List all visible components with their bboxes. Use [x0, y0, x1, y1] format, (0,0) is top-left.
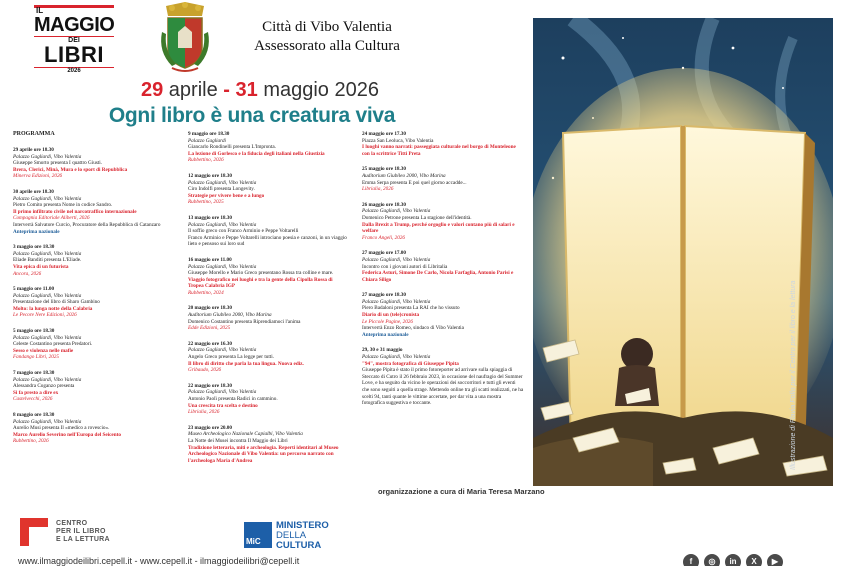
event-place: Palazzo Gagliardi, Vibo Valentia [13, 292, 82, 299]
illustration-credit: Illustrazione di Flavia Follo per il Centro per il libro e la lettura [790, 280, 797, 470]
youtube-icon[interactable]: ▶ [767, 554, 783, 566]
facebook-icon[interactable]: f [683, 554, 699, 566]
event-title: Una crescita tra scelta e destino [188, 402, 258, 409]
event-date: 29 aprile ore 18.30 [13, 147, 54, 153]
logo-dei: DEI [68, 37, 80, 44]
event-publisher: Librialia, 2026 [362, 186, 394, 193]
event-badge: Anteprima nazionale [362, 331, 409, 338]
program-event [188, 215, 348, 248]
event-place: Palazzo Gagliardi, Vibo Valentia [362, 208, 431, 215]
event-title: Marco Aurelio Severino nell'Europa del Seicento [13, 431, 121, 438]
mic-line-2: DELLA [276, 530, 307, 541]
event-note: Giuseppe Pipita è stato il primo fotoreporter ad arrivare sulla spiaggia di Steccato di Cutro il 26 febbraio 2023, in occasione del naufragio del Summer Love, e ha seguito da vicino le operazioni dei soccorritori e tutti gli eventi che sono seguiti a quella strage. Mettendo online tra gli scatti realizzati, ne ha scelti 94, tanti quante le vittime accertate, per dar vita a una mostra fotografica suggestiva e toccante. [362, 367, 524, 407]
event-date: 26 maggio ore 18.30 [362, 201, 406, 208]
event-text: Alessandra Coganzo presenta [13, 383, 75, 390]
event-date: 29, 30 e 31 maggio [362, 347, 403, 354]
event-text: Giuseppe Morello e Mario Greco presentano Rossa tra colline e mare. [188, 270, 334, 277]
cepell-logo [20, 516, 150, 550]
event-title: Molto: la lunga notte della Calabria [13, 305, 93, 312]
event-text: Domenico Petrone presenta La stagione dell'identità. [362, 214, 472, 221]
event-text: Pietro Comito presenta Nome in codice Sandro. [13, 202, 113, 209]
city-crest-icon [158, 2, 212, 74]
event-publisher: Le Pecore Nere Edizioni, 2026 [13, 312, 77, 319]
event-date: 27 maggio ore 18.30 [362, 292, 406, 299]
cepell-line-1: CENTRO [56, 520, 88, 527]
x-icon[interactable]: X [746, 554, 762, 566]
program-event [13, 328, 173, 361]
event-text: Giuseppe Smorto presenta I quattro Giusti. [13, 160, 103, 167]
program-event [188, 383, 348, 416]
event-publisher: Le Piccole Pagine, 2026 [362, 318, 413, 325]
event-text: Emma Serpa presenta E poi quel giorno accadde... [362, 179, 467, 186]
event-place: Museo Archeologico Nazionale Capialbi, Vibo Valentia [188, 431, 303, 438]
event-date: 27 maggio ore 17.00 [362, 250, 406, 257]
event-date: 22 maggio ore 18.30 [188, 382, 232, 389]
program-event [362, 292, 524, 338]
event-date: 7 maggio ore 18.30 [13, 370, 55, 377]
program-event [362, 131, 524, 157]
event-text: Presentazione del libro di Sharo Gambino [13, 299, 100, 306]
event-publisher: Franco Angeli, 2026 [362, 234, 405, 241]
program-event [188, 425, 348, 465]
event-place: Palazzo Gagliardi, Vibo Valentia [362, 354, 431, 361]
event-publisher: Edde Edizioni, 2025 [188, 325, 231, 332]
program-event [362, 347, 524, 406]
event-title: "94", mostra fotografica di Giuseppe Pipita [362, 360, 459, 367]
event-text: Aurelio Musi presenta Il «medico a rovescio». [13, 425, 110, 432]
event-place: Palazzo Gagliardi, Vibo Valentia [13, 195, 82, 202]
event-title: Il libro di diritto che parla la tua lingua. Nuova ediz. [188, 360, 304, 367]
program-event [362, 166, 524, 192]
event-place: Auditorium Giubileo 2000, Vibo Marina [362, 172, 446, 179]
event-place: Palazzo Gagliardi, Vibo Valentia [13, 250, 82, 257]
ministero-cultura-logo [244, 518, 344, 552]
organization-credit: organizzazione a cura di Maria Teresa Marzano [378, 487, 545, 496]
event-title: Federica Asturi, Simone De Carlo, Nicola Farfaglia, Antonio Parisi e Chiara Siligo [362, 270, 514, 283]
event-publisher: Rubbettino, 2024 [188, 289, 224, 296]
mic-line-1: MINISTERO [276, 520, 329, 531]
event-place: Palazzo Gagliardi, Vibo Valentia [188, 347, 257, 354]
event-text: Il soffio greco con Franco Arminio e Peppe Voltarelli [188, 228, 299, 235]
event-title: Strategie per vivere bene e a lungo [188, 192, 265, 199]
linkedin-icon[interactable]: in [725, 554, 741, 566]
event-title: La lezione di Gorlesco e la fiducia degli italiani nella Giustizia [188, 150, 325, 157]
event-text: Ciro Indolfi presenta Longevity. [188, 186, 255, 193]
event-place: Palazzo Gagliardi, Vibo Valentia [188, 221, 257, 228]
event-publisher: Ancora, 2026 [13, 270, 42, 277]
city-department: Assessorato alla Cultura [254, 38, 400, 54]
date-start-month: aprile [168, 79, 218, 101]
mic-line-3: CULTURA [276, 540, 322, 551]
program-title: PROGRAMMA [13, 131, 55, 137]
event-date: 5 maggio ore 11.00 [13, 286, 55, 293]
tagline: Ogni libro è una creatura viva [108, 104, 396, 127]
event-title: Viaggio fotografico nei luoghi e tra la gente della Cipolla Rossa di Tropea Calabria IGP [188, 276, 333, 290]
event-place: Palazzo Gagliardi, Vibo Valentia [362, 298, 431, 305]
footer-weblinks[interactable]: www.ilmaggiodeilibri.cepell.it - www.cepell.it - ilmaggiodeilibri@cepell.it [18, 556, 300, 566]
event-title: Vita epica di un futurista [13, 263, 69, 270]
event-date: 9 maggio ore 18.30 [188, 131, 230, 137]
event-title: Dalla Brexit a Trump, perché orgoglio e valori contano più di salari e welfare [362, 221, 515, 235]
event-title: Sesso e violenza nelle mafie [13, 347, 74, 354]
event-text: Domenico Costantino presenta Riprendiamoci l'anima [188, 318, 301, 325]
program-event [188, 341, 348, 374]
event-text: Incontro con i giovani autori di Libritalia [362, 263, 448, 270]
event-publisher: Minerva Edizioni, 2026 [13, 173, 63, 180]
event-place: Palazzo Gagliardi, Vibo Valentia [13, 418, 82, 425]
event-note: Interverrà Enzo Romeo, sindaco di Vibo Valentia [362, 325, 464, 332]
date-start-day: 29 [140, 79, 164, 101]
program-event [13, 370, 173, 403]
program-event [362, 250, 524, 283]
book-illustration [533, 18, 833, 486]
program-event [13, 244, 173, 277]
event-place: Palazzo Gagliardi, Vibo Valentia [188, 179, 257, 186]
event-publisher: Rubbettino, 2026 [13, 438, 49, 445]
event-publisher: Fandango Libri, 2025 [13, 354, 59, 361]
event-date: 12 maggio ore 18.30 [188, 172, 232, 179]
event-title: Diario di un (tele)cronista [362, 312, 420, 319]
event-title: Tradizione letteraria, miti e archeologia. Reperti identitari al Museo Archeologico Nazionale di Vibo Valentia: un percorso narrato con l'archeologa Maria d'Andrea [188, 444, 339, 464]
event-text: Giancarlo Rondinelli presenta L'Impronta. [188, 144, 276, 151]
program-event [188, 305, 348, 331]
date-end-month: maggio [263, 79, 329, 101]
program-event [13, 147, 173, 180]
event-badge: Anteprima nazionale [13, 228, 60, 235]
program-event [13, 286, 173, 319]
mic-badge-text: MiC [246, 537, 261, 546]
event-text: Piero Badaloni presenta La RAI che ho vissuto [362, 305, 460, 312]
event-note: Franco Arminio e Peppe Voltarelli introciano poesia e canzoni, in un viaggio lieto e pensoso sui loro sud [188, 234, 347, 248]
event-date: 22 maggio ore 16.30 [188, 340, 232, 347]
event-place: Palazzo Gagliardi, Vibo Valentia [188, 263, 257, 270]
cepell-line-3: E LA LETTURA [56, 536, 110, 543]
event-text: Angelo Greco presenta La legge per tutti. [188, 354, 274, 361]
event-date: 30 aprile ore 18.30 [13, 188, 54, 195]
event-date: 20 maggio ore 18.30 [188, 305, 232, 312]
event-place: Palazzo Gagliardi [188, 137, 226, 144]
event-place: Palazzo Gagliardi, Vibo Valentia [13, 334, 82, 341]
event-date: 8 maggio ore 18.30 [13, 412, 55, 418]
date-end-day: 31 [235, 79, 258, 101]
event-publisher: Castelvecchi, 2026 [13, 396, 53, 403]
event-date: 24 maggio ore 17.30 [362, 131, 406, 137]
event-publisher: Gribaudo, 2026 [188, 367, 222, 374]
event-place: Palazzo Gagliardi, Vibo Valentia [188, 389, 257, 396]
program-column-1 [13, 131, 173, 454]
program-event [188, 257, 348, 297]
event-text: Piazza San Leoluca, Vibo Valentia [362, 137, 434, 144]
logo-il: IL [36, 6, 44, 15]
event-place: Palazzo Gagliardi, Vibo Valentia [362, 256, 431, 263]
event-date: 5 maggio ore 18.30 [13, 328, 55, 335]
cepell-line-2: PER IL LIBRO [56, 528, 106, 535]
logo-libri: LIBRI [44, 42, 104, 67]
festival-dates [110, 79, 410, 102]
event-text: La Notte dei Musei incontra Il Maggio dei Libri [188, 437, 288, 444]
social-links [683, 554, 783, 566]
event-publisher: Rubbettino, 2025 [188, 199, 224, 206]
program-event [13, 412, 173, 445]
program-event [13, 189, 173, 235]
logo-maggio: MAGGIO [34, 14, 115, 36]
program-event [362, 202, 524, 242]
event-date: 16 maggio ore 11.00 [188, 256, 232, 263]
program-column-2 [188, 131, 348, 473]
event-title: I luoghi vanno narrati: passeggiata culturale nel borgo di Monteleone con la scrittrice Titti Preta [362, 144, 516, 157]
date-separator: - [223, 79, 230, 101]
city-heading [212, 18, 442, 56]
city-name: Città di Vibo Valentia [262, 19, 392, 35]
program-event [188, 173, 348, 206]
date-year: 2026 [334, 79, 379, 101]
instagram-icon[interactable]: ◎ [704, 554, 720, 566]
event-publisher: Compagnia Editoriale Aliberti, 2026 [13, 215, 90, 222]
event-date: 23 maggio ore 20.00 [188, 424, 232, 431]
event-date: 3 maggio ore 18.30 [13, 244, 55, 251]
event-date: 13 maggio ore 18.30 [188, 214, 232, 221]
mic-badge [244, 522, 272, 548]
maggio-dei-libri-logo [34, 6, 114, 74]
event-place: Palazzo Gagliardi, Vibo Valentia [13, 153, 82, 160]
program-column-3 [362, 131, 524, 416]
event-publisher: Rubbettino, 2026 [188, 157, 224, 164]
event-text: Celeste Costantino presenta Predatori. [13, 341, 93, 348]
event-title: Brera, Clerici, Minà, Mura e lo sport di Repubblica [13, 166, 128, 173]
cepell-mark-icon [20, 518, 48, 546]
event-place: Auditorium Giubileo 2000, Vibo Marina [188, 312, 272, 319]
logo-year: 2026 [67, 68, 81, 74]
program-event [188, 131, 348, 164]
event-place: Palazzo Gagliardi, Vibo Valentia [13, 376, 82, 383]
event-title: Si fa presto a dire ex [13, 389, 59, 396]
event-title: Il primo infiltrato civile nel narcotraffico internazionale [13, 208, 137, 215]
event-date: 25 maggio ore 18.30 [362, 166, 406, 173]
event-text: Antonio Paolì presenta Radici in cammino. [188, 396, 278, 402]
event-note: Interverrà Salvatore Curcio, Procuratore della Repubblica di Catanzaro [13, 221, 161, 228]
event-publisher: Librialia, 2026 [188, 409, 220, 416]
event-text: Eliade Banditi presenta L'Eliade. [13, 257, 82, 264]
